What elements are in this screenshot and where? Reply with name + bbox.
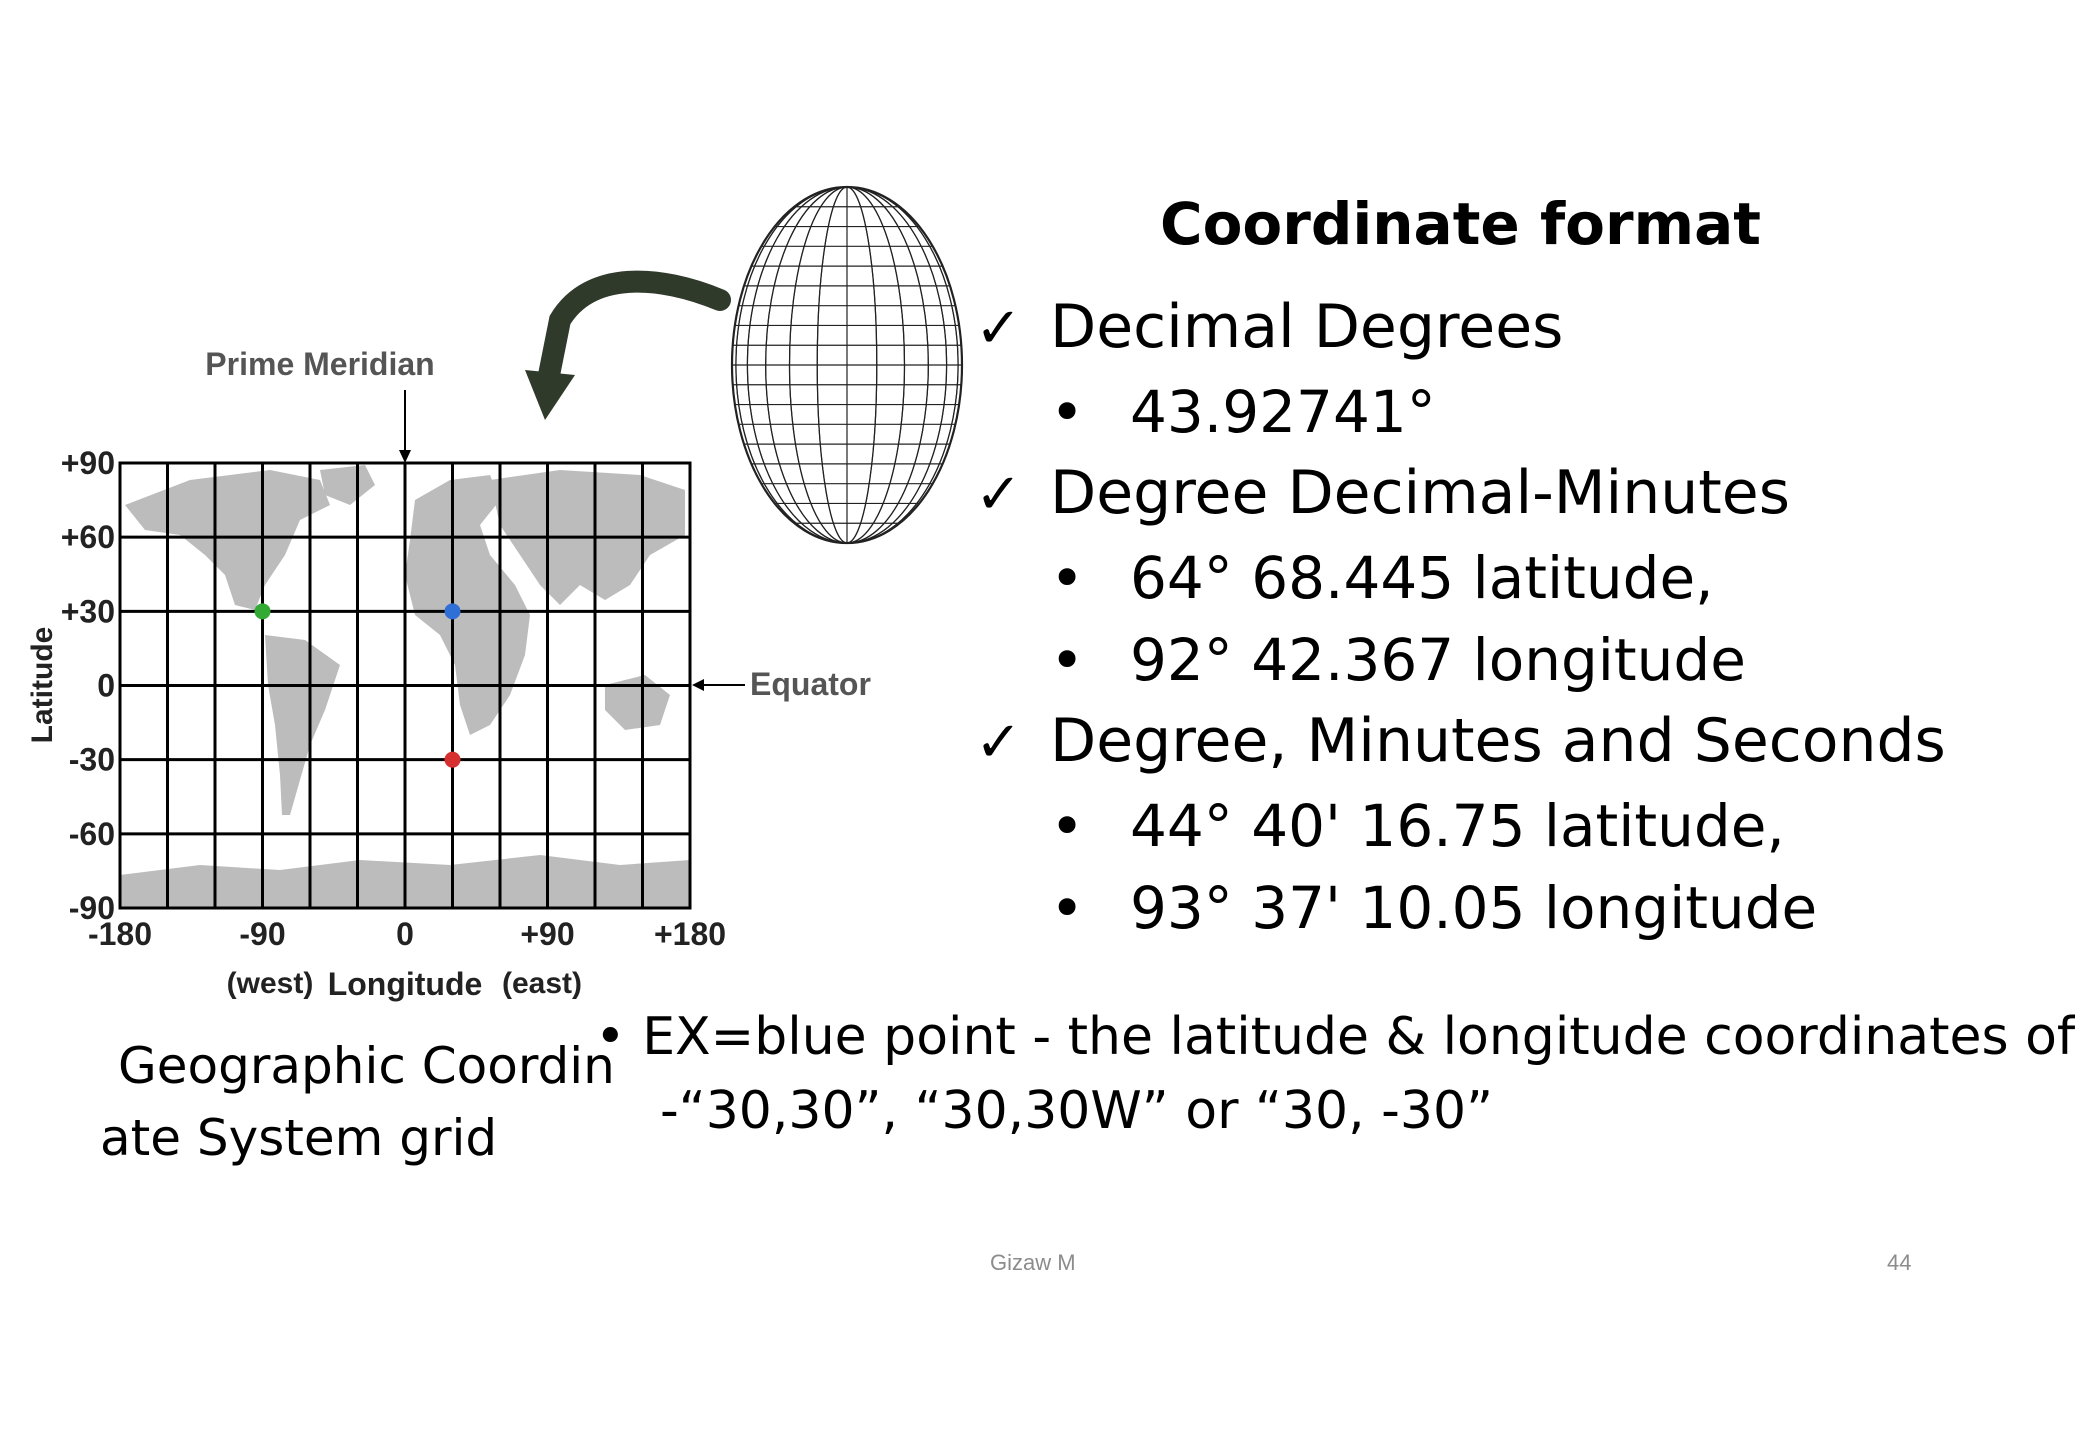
format-example [1050,626,1746,694]
map-point [255,603,271,619]
globe-graticule [725,180,970,550]
latitude-axis-label: Latitude [26,626,59,744]
example-block [595,1000,2075,1148]
latitude-tick-label: -60 [68,815,115,852]
east-label: (east) [501,967,583,1000]
equator-label: Equator [750,666,871,702]
bullet-icon: • [1050,544,1085,612]
longitude-tick-label: +180 [653,916,727,952]
map-area [120,463,690,908]
latitude-tick-labels [61,445,115,926]
latitude-tick-label: +60 [60,519,115,556]
latitude-tick-label: -90 [68,890,115,926]
format-example [1050,378,1436,446]
bullet-icon: • [1050,874,1085,942]
longitude-tick-label: +90 [520,916,575,952]
format-example-text: 43.92741° [1130,378,1436,446]
bullet-icon: • [595,1007,643,1067]
format-label: Degree, Minutes and Seconds [1050,706,1946,776]
caption-line-1: Geographic Coordin [118,1037,615,1095]
west-label: (west) [226,967,314,1000]
bullet-icon: • [1050,626,1085,694]
check-icon: ✓ [975,462,1022,527]
map-point [445,603,461,619]
format-item-3 [975,706,1946,776]
curved-arrow [520,260,740,440]
page-number: 44 [1887,1250,1912,1275]
map-point [445,752,461,768]
figure-caption [100,1030,615,1174]
longitude-tick-label: -90 [239,916,286,952]
latitude-tick-label: +90 [60,445,115,481]
longitude-axis-label: Longitude [327,966,483,1002]
format-example-text: 64° 68.445 latitude, [1130,544,1714,612]
format-label: Degree Decimal-Minutes [1050,458,1790,528]
longitude-tick-label: -180 [87,916,153,952]
format-example-text: 93° 37' 10.05 longitude [1130,874,1818,942]
format-example [1050,544,1714,612]
slide-title: Coordinate format [1160,190,1761,258]
longitude-tick-label: 0 [396,916,414,952]
bullet-icon: • [1050,378,1085,446]
format-example [1050,874,1817,942]
footer-author: Gizaw M [990,1250,1076,1275]
format-label: Decimal Degrees [1050,292,1564,362]
latitude-tick-label: -30 [68,741,115,778]
latitude-tick-label: +30 [60,593,115,630]
bullet-icon: • [1050,792,1085,860]
prime-meridian-label: Prime Meridian [205,346,435,382]
example-line-2: -“30,30”, “30,30W” or “30, -30” [660,1081,1494,1141]
example-line-1: EX=blue point - the latitude & longitude coordinates of [642,1007,2075,1067]
check-icon: ✓ [975,710,1022,775]
format-example-text: 44° 40' 16.75 latitude, [1130,792,1785,860]
format-item-1 [975,292,1563,362]
format-item-2 [975,458,1790,528]
latitude-tick-label: 0 [97,667,115,704]
check-icon: ✓ [975,296,1022,361]
caption-line-2: ate System grid [100,1109,498,1167]
longitude-tick-labels [88,916,726,952]
format-example-text: 92° 42.367 longitude [1130,626,1746,694]
format-example [1050,792,1785,860]
